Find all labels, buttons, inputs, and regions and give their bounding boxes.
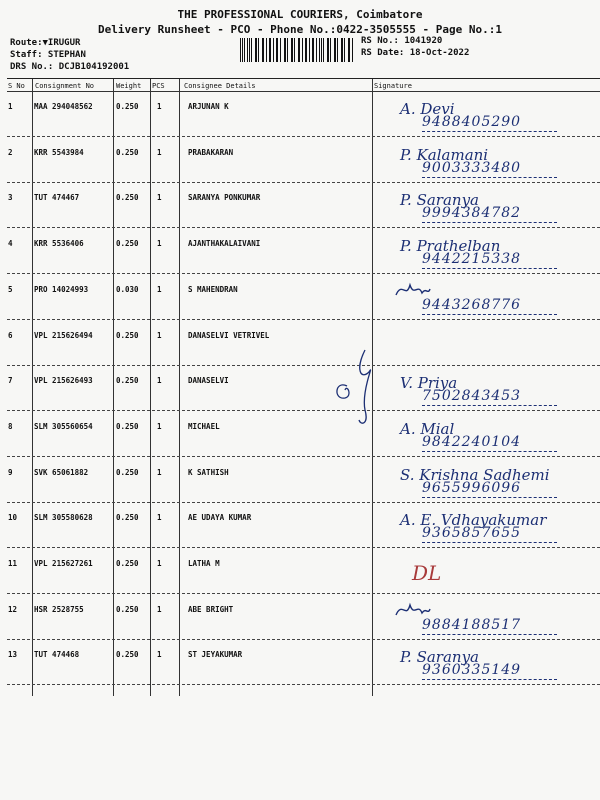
weight-value: 0.250 <box>116 513 139 523</box>
table-row <box>7 641 600 685</box>
staff-label: Staff: STEPHAN <box>10 50 86 60</box>
consignee-name: MICHAEL <box>188 421 220 431</box>
handwritten-signature <box>392 233 597 273</box>
signature-phone: 9655996096 <box>422 479 522 496</box>
weight-value: 0.250 <box>116 467 139 477</box>
sno-cell: 8 <box>8 421 13 431</box>
signature-name: P. Saranya <box>400 191 479 210</box>
pcs-count: 1 <box>157 239 162 249</box>
header-weight: Weight <box>116 82 142 90</box>
weight-value: 0.250 <box>116 604 139 614</box>
handwritten-signature <box>392 279 597 319</box>
pcs-count: 1 <box>157 376 162 386</box>
sno-cell: 1 <box>8 102 13 111</box>
signature-underline <box>422 451 557 452</box>
pcs-count: 1 <box>157 102 162 111</box>
weight-value: 0.030 <box>116 284 139 294</box>
table-row <box>7 276 600 320</box>
consignee-name: DANASELVI <box>188 376 229 386</box>
handwritten-signature <box>392 187 597 227</box>
consignment-number: VPL 215626493 <box>34 376 93 386</box>
signature-underline <box>422 634 557 635</box>
sno-cell: 13 <box>8 650 18 660</box>
signature-name: A. E. Vdhayakumar <box>400 511 547 530</box>
consignment-number: KRR 5536406 <box>34 239 84 249</box>
signature-name: DL <box>412 561 442 585</box>
handwritten-signature <box>392 507 597 547</box>
signature-name: P. Kalamani <box>400 145 489 164</box>
consignment-number: HSR 2528755 <box>34 604 84 614</box>
drs-number: DRS No.: DCJB104192001 <box>10 62 130 72</box>
consignee-name: LATHA M <box>188 559 220 568</box>
signature-underline <box>422 268 557 269</box>
weight-value: 0.250 <box>116 421 139 431</box>
weight-value: 0.250 <box>116 650 139 660</box>
pcs-count: 1 <box>157 193 162 203</box>
pcs-count: 1 <box>157 467 162 477</box>
table-row <box>7 459 600 503</box>
signature-phone: 9003333480 <box>422 159 522 176</box>
consignee-name: ARJUNAN K <box>188 102 229 111</box>
rs-date: RS Date: 18-Oct-2022 <box>361 48 470 58</box>
sno-cell: 4 <box>8 239 13 249</box>
row-separator <box>7 502 600 503</box>
consignee-name: DANASELVI VETRIVEL <box>188 330 270 340</box>
row-separator <box>7 319 600 320</box>
consignment-number: TUT 474467 <box>34 193 80 203</box>
header-consignment: Consignment No <box>35 82 95 90</box>
signature-name: A. Devi <box>400 100 455 118</box>
consignee-name: ST JEYAKUMAR <box>188 650 243 660</box>
weight-value: 0.250 <box>116 376 139 386</box>
signature-name: P. Saranya <box>400 648 479 667</box>
consignee-name: S MAHENDRAN <box>188 284 238 294</box>
sno-cell: 9 <box>8 467 13 477</box>
weight-value: 0.250 <box>116 102 139 111</box>
header-rule <box>7 91 600 92</box>
signature-phone: 9360335149 <box>422 662 522 679</box>
signature-underline <box>422 177 557 178</box>
row-separator <box>7 684 600 685</box>
sno-cell: 2 <box>8 147 13 157</box>
row-separator <box>7 547 600 548</box>
row-separator <box>7 639 600 640</box>
table-row <box>7 139 600 183</box>
signature-underline <box>422 131 557 132</box>
handwritten-signature <box>392 462 597 502</box>
sno-cell: 6 <box>8 330 13 340</box>
handwritten-signature <box>392 599 597 639</box>
weight-value: 0.250 <box>116 559 139 568</box>
handwritten-signature <box>392 416 597 456</box>
pcs-count: 1 <box>157 421 162 431</box>
sno-cell: 7 <box>8 376 13 386</box>
row-separator <box>7 593 600 594</box>
signature-name: V. Priya <box>400 374 458 393</box>
consignee-name: AJANTHAKALAIVANI <box>188 239 261 249</box>
pcs-count: 1 <box>157 604 162 614</box>
subtitle-line: Delivery Runsheet - PCO - Phone No.:0422-3505555 - Page No.:1 <box>98 23 502 36</box>
sno-cell: 10 <box>8 513 18 523</box>
handwritten-signature <box>392 142 597 182</box>
signature-phone: 9994384782 <box>422 205 522 222</box>
table-row <box>7 93 600 137</box>
consignment-number: VPL 215626494 <box>34 330 93 340</box>
signature-phone: 9488405290 <box>422 114 522 130</box>
weight-value: 0.250 <box>116 147 139 157</box>
pcs-count: 1 <box>157 147 162 157</box>
consignment-number: SVK 65061882 <box>34 467 89 477</box>
signature-name: P. Prathelban <box>400 237 501 256</box>
rs-number: RS No.: 1041920 <box>361 36 443 46</box>
title-line: THE PROFESSIONAL COURIERS, Coimbatore <box>177 8 423 21</box>
table-row <box>7 550 600 594</box>
signature-phone: 9842240104 <box>422 433 522 450</box>
row-separator <box>7 182 600 183</box>
row-separator <box>7 136 600 137</box>
table-row <box>7 413 600 457</box>
handwritten-signature <box>392 553 597 593</box>
table-row <box>7 367 600 411</box>
consignee-name: SARANYA PONKUMAR <box>188 193 261 203</box>
signature-phone: 9442215338 <box>422 251 522 268</box>
handwritten-mark <box>325 340 395 430</box>
row-separator <box>7 365 600 366</box>
barcode <box>240 38 355 62</box>
consignee-name: K SATHISH <box>188 467 229 477</box>
signature-underline <box>422 497 557 498</box>
row-separator <box>7 410 600 411</box>
signature-name: A. Mial <box>400 419 455 438</box>
consignee-name: PRABAKARAN <box>188 147 234 157</box>
row-separator <box>7 273 600 274</box>
table-row <box>7 230 600 274</box>
pcs-count: 1 <box>157 650 162 660</box>
header-signature: Signature <box>374 82 412 90</box>
consignment-number: SLM 305580628 <box>34 513 93 523</box>
consignment-number: PRO 14024993 <box>34 284 89 294</box>
signature-underline <box>422 222 557 223</box>
weight-value: 0.250 <box>116 193 139 203</box>
handwritten-signature <box>392 325 597 365</box>
handwritten-signature <box>392 96 597 136</box>
table-row <box>7 596 600 640</box>
consignment-number: SLM 305560654 <box>34 421 93 431</box>
pcs-count: 1 <box>157 559 162 568</box>
row-separator <box>7 456 600 457</box>
row-separator <box>7 227 600 228</box>
table-row <box>7 322 600 366</box>
pcs-count: 1 <box>157 284 162 294</box>
consignee-name: AE UDAYA KUMAR <box>188 513 252 523</box>
signature-underline <box>422 542 557 543</box>
handwritten-signature <box>392 644 597 684</box>
signature-phone: 9365857655 <box>422 525 522 542</box>
sno-cell: 11 <box>8 559 18 568</box>
signature-underline <box>422 679 557 680</box>
pcs-count: 1 <box>157 330 162 340</box>
header-pcs: PCS <box>152 82 165 90</box>
sno-cell: 12 <box>8 604 18 614</box>
weight-value: 0.250 <box>116 239 139 249</box>
signature-underline <box>422 405 557 406</box>
consignment-number: TUT 474468 <box>34 650 80 660</box>
signature-phone: 9443268776 <box>422 296 522 313</box>
signature-underline <box>422 314 557 315</box>
sno-cell: 3 <box>8 193 13 203</box>
header-consignee: Consignee Details <box>184 82 256 90</box>
signature-phone: 7502843453 <box>422 388 522 405</box>
consignment-number: MAA 294048562 <box>34 102 93 111</box>
handwritten-signature <box>392 370 597 410</box>
pcs-count: 1 <box>157 513 162 523</box>
header-sno: S No <box>8 82 25 90</box>
consignment-number: VPL 215627261 <box>34 559 93 568</box>
signature-name: S. Krishna Sadhemi <box>400 465 550 484</box>
table-row <box>7 184 600 228</box>
runsheet-table <box>7 78 600 696</box>
weight-value: 0.250 <box>116 330 139 340</box>
signature-phone: 9884188517 <box>422 616 522 633</box>
route-label: Route:▼IRUGUR <box>10 38 81 48</box>
consignee-name: ABE BRIGHT <box>188 604 234 614</box>
table-row <box>7 504 600 548</box>
consignment-number: KRR 5543984 <box>34 147 84 157</box>
sno-cell: 5 <box>8 284 13 294</box>
